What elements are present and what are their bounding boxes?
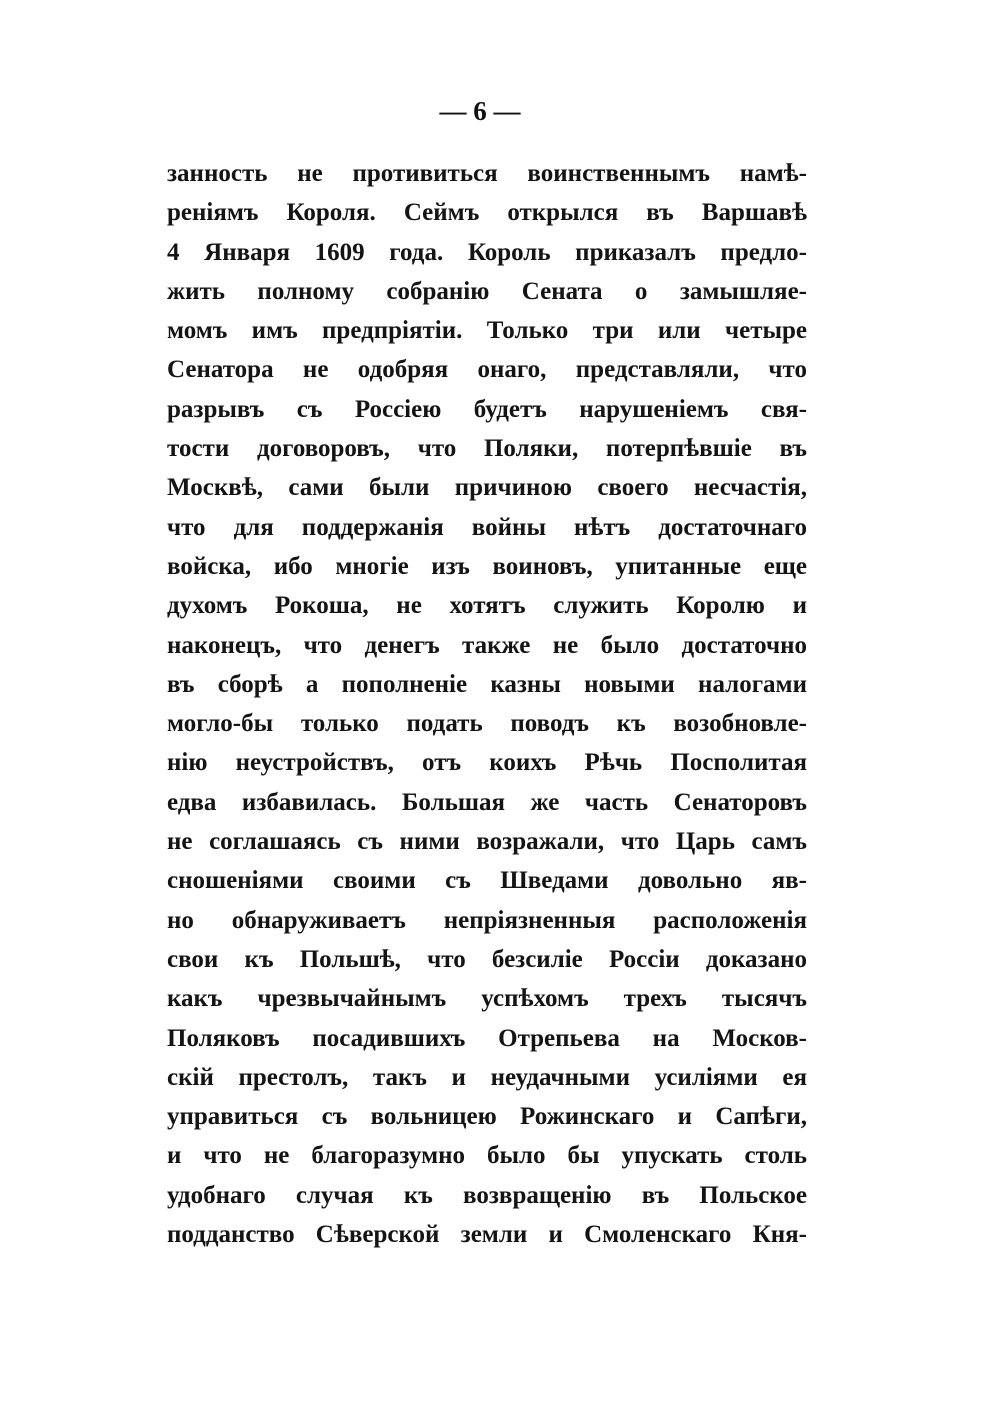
text-line: наконецъ, что денегъ также не было достаточно <box>167 631 807 659</box>
text-line: свои къ Польшѣ, что безсиліе Россіи доказано <box>167 945 807 973</box>
text-line: въ сборѣ а пополненіе казны новыми налогами <box>167 670 807 698</box>
text-line: разрывъ съ Россіею будетъ нарушеніемъ свя- <box>167 395 807 423</box>
text-line: не соглашаясь съ ними возражали, что Царь самъ <box>167 828 807 856</box>
text-line: Поляковъ посадившихъ Отрепьева на Москов- <box>167 1024 807 1052</box>
text-line: момъ имъ предпріятіи. Только три или четыре <box>167 317 807 345</box>
text-line: могло-бы только подать поводъ къ возобновле- <box>167 710 807 738</box>
text-line: жить полному собранію Сената о замышляе- <box>167 277 807 305</box>
text-line: подданство Сѣверской земли и Смоленскаго Кня- <box>167 1221 807 1249</box>
text-line: и что не благоразумно было бы упускать столь <box>167 1142 807 1170</box>
text-line: 4 Января 1609 года. Король приказалъ предло- <box>167 238 807 266</box>
text-line: удобнаго случая къ возвращенію въ Польское <box>167 1181 807 1209</box>
text-line: нію неустройствъ, отъ коихъ Рѣчь Посполитая <box>167 749 807 777</box>
text-line: скій престолъ, такъ и неудачными усиліями ея <box>167 1063 807 1091</box>
text-line: управиться съ вольницею Рожинскаго и Сапѣги, <box>167 1103 807 1131</box>
text-line: реніямъ Короля. Сеймъ открылся въ Варшавѣ <box>167 199 807 227</box>
text-line: едва избавилась. Большая же часть Сенаторовъ <box>167 788 807 816</box>
page-number: — 6 — <box>439 96 521 126</box>
text-line: какъ чрезвычайнымъ успѣхомъ трехъ тысячъ <box>167 985 807 1013</box>
text-line: духомъ Рокоша, не хотятъ служить Королю и <box>167 592 807 620</box>
text-line: но обнаруживаетъ непріязненныя расположенія <box>167 906 807 934</box>
text-line: тости договоровъ, что Поляки, потерпѣвшіе въ <box>167 435 807 463</box>
text-line: сношеніями своими съ Шведами довольно яв- <box>167 867 807 895</box>
text-line: Сенатора не одобряя онаго, представляли, что <box>167 356 807 384</box>
text-line: войска, ибо многіе изъ воиновъ, упитанные еще <box>167 552 807 580</box>
text-line: что для поддержанія войны нѣтъ достаточнаго <box>167 513 807 541</box>
text-line: Москвѣ, сами были причиною своего несчастія, <box>167 474 807 502</box>
body-text <box>167 154 807 1254</box>
text-line: занность не противиться воинственнымъ намѣ- <box>167 160 807 187</box>
